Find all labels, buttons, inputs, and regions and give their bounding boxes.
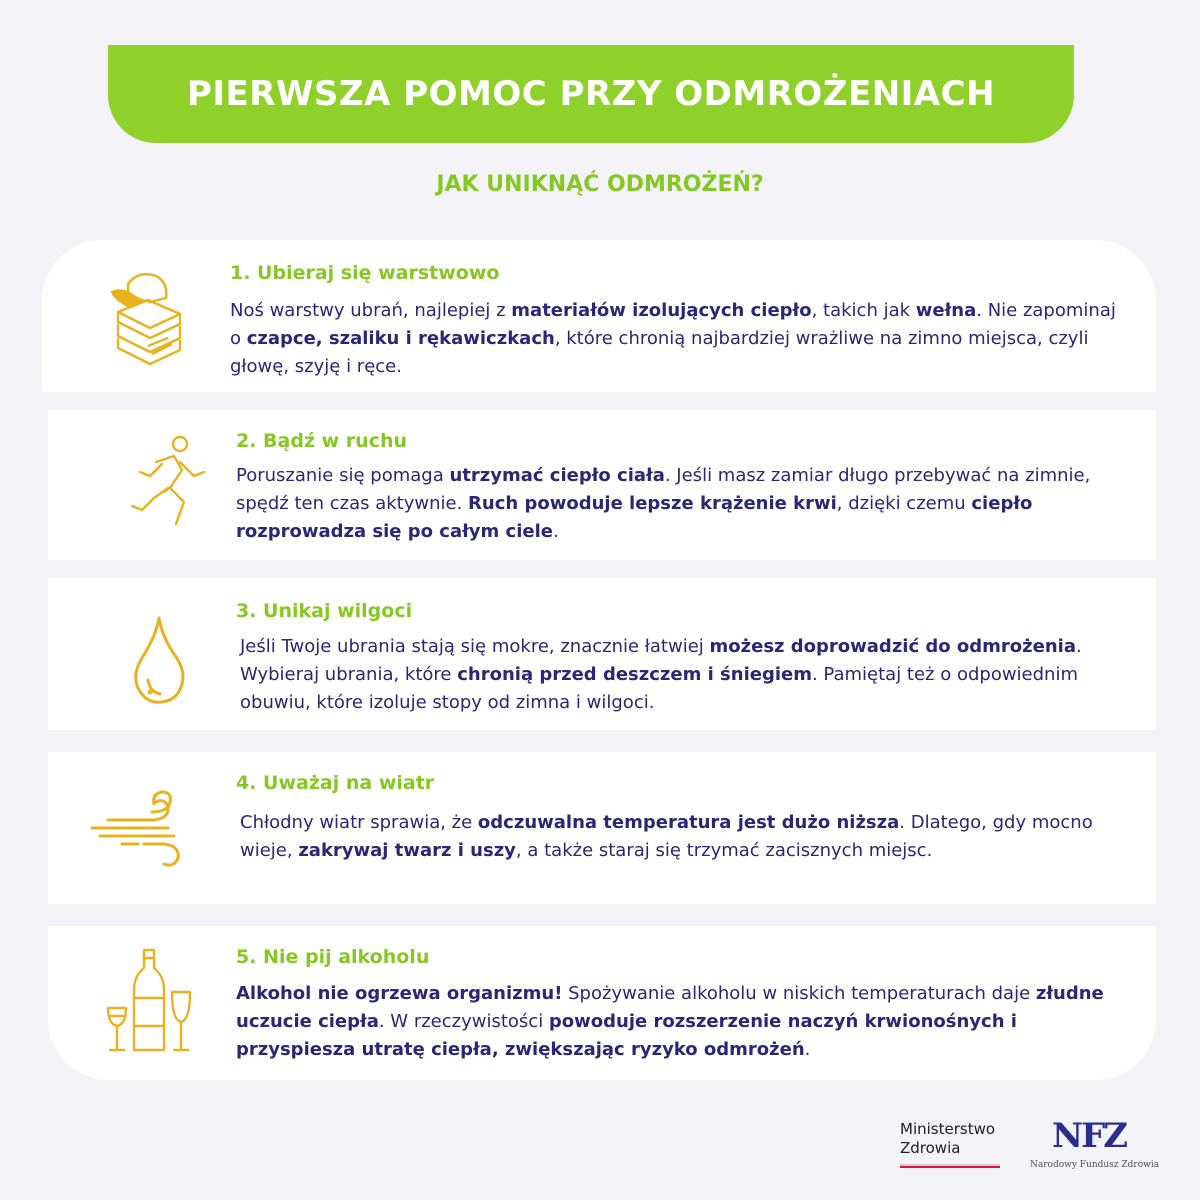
ministry-name-line2: Zdrowia: [900, 1139, 961, 1157]
highlight-text: Alkohol nie ogrzewa organizmu!: [236, 983, 563, 1004]
tip-card-4: [48, 752, 1156, 904]
ministry-flag-bar: [900, 1164, 1000, 1168]
tip-text-2: [236, 462, 1136, 546]
tip-title-4: 4. Uważaj na wiatr: [236, 772, 435, 794]
body-text: Spożywanie alkoholu w niskich temperaturach daje: [562, 983, 1036, 1004]
tip-text-3: [240, 633, 1140, 717]
ministry-name-line1: Ministerstwo: [900, 1120, 996, 1138]
alcohol-bottle-glasses-icon: [98, 946, 208, 1056]
body-text: . W rzeczywistości: [378, 1011, 549, 1032]
highlight-text: powoduje rozszerzenie naczyń krwionośnych i przyspiesza utratę ciepła, zwiększając ryzyko odmrożeń: [236, 1011, 1017, 1060]
tip-card-5: [48, 926, 1156, 1080]
running-person-icon: [110, 432, 220, 542]
body-text: . Dlatego, gdy mocno wieje,: [240, 812, 1093, 861]
highlight-text: złudne uczucie ciepła: [236, 983, 1104, 1032]
highlight-text: Ruch powoduje lepsze krążenie krwi: [468, 493, 837, 514]
tip-title-3: 3. Unikaj wilgoci: [236, 600, 413, 622]
body-text: Noś warstwy ubrań, najlepiej z: [230, 300, 512, 321]
body-text: . Wybieraj ubrania, które: [240, 636, 1082, 685]
page-title: PIERWSZA POMOC PRZY ODMROŻENIACH: [186, 74, 996, 114]
highlight-text: chronią przed deszczem i śniegiem: [457, 664, 812, 685]
body-text: .: [552, 521, 559, 542]
tip-text-1: [230, 297, 1130, 381]
body-text: .: [804, 1039, 811, 1060]
tip-card-1: [42, 240, 1156, 392]
highlight-text: materiałów izolujących ciepło: [511, 300, 812, 321]
body-text: , które chronią najbardziej wrażliwe na zimno miejsca, czyli głowę, szyję i ręce.: [230, 328, 1089, 377]
highlight-text: możesz doprowadzić do odmrożenia: [709, 636, 1076, 657]
wind-icon: [88, 772, 198, 882]
layered-clothes-icon: [98, 262, 208, 372]
tip-text-5: [236, 980, 1136, 1064]
highlight-text: wełna: [915, 300, 977, 321]
ministry-logo: [900, 1120, 995, 1158]
tip-title-5: 5. Nie pij alkoholu: [236, 946, 430, 968]
footer-logos: [900, 1116, 1170, 1180]
title-banner: [108, 45, 1074, 143]
body-text: Jeśli Twoje ubrania stają się mokre, znacznie łatwiej: [240, 636, 710, 657]
highlight-text: czapce, szaliku i rękawiczkach: [246, 328, 555, 349]
tip-text-4: [240, 809, 1140, 865]
highlight-text: odczuwalna temperatura jest dużo niższa: [477, 812, 900, 833]
nfz-logo: NFZ: [1052, 1116, 1127, 1156]
body-text: Chłodny wiatr sprawia, że: [240, 812, 478, 833]
body-text: , dzięki czemu: [836, 493, 972, 514]
tip-title-1: 1. Ubieraj się warstwowo: [230, 262, 500, 284]
highlight-text: zakrywaj twarz i uszy: [298, 840, 516, 861]
body-text: Poruszanie się pomaga: [236, 465, 450, 486]
tip-card-3: [48, 578, 1156, 730]
body-text: . Pamiętaj też o odpowiednim obuwiu, które izoluje stopy od zimna i wilgoci.: [240, 664, 1079, 713]
body-text: . Jeśli masz zamiar długo przebywać na zimnie, spędź ten czas aktywnie.: [236, 465, 1091, 514]
body-text: . Nie zapominaj o: [230, 300, 1116, 349]
tip-card-2: [48, 410, 1156, 560]
body-text: , a także staraj się trzymać zacisznych miejsc.: [515, 840, 933, 861]
section-subtitle: JAK UNIKNĄĆ ODMROŻEŃ?: [436, 172, 764, 197]
tip-title-2: 2. Bądź w ruchu: [236, 430, 408, 452]
highlight-text: ciepło rozprowadza się po całym ciele: [236, 493, 1033, 542]
body-text: , takich jak: [811, 300, 916, 321]
water-drop-icon: [104, 606, 214, 716]
highlight-text: utrzymać ciepło ciała: [449, 465, 665, 486]
nfz-name: Narodowy Fundusz Zdrowia: [1030, 1160, 1160, 1170]
